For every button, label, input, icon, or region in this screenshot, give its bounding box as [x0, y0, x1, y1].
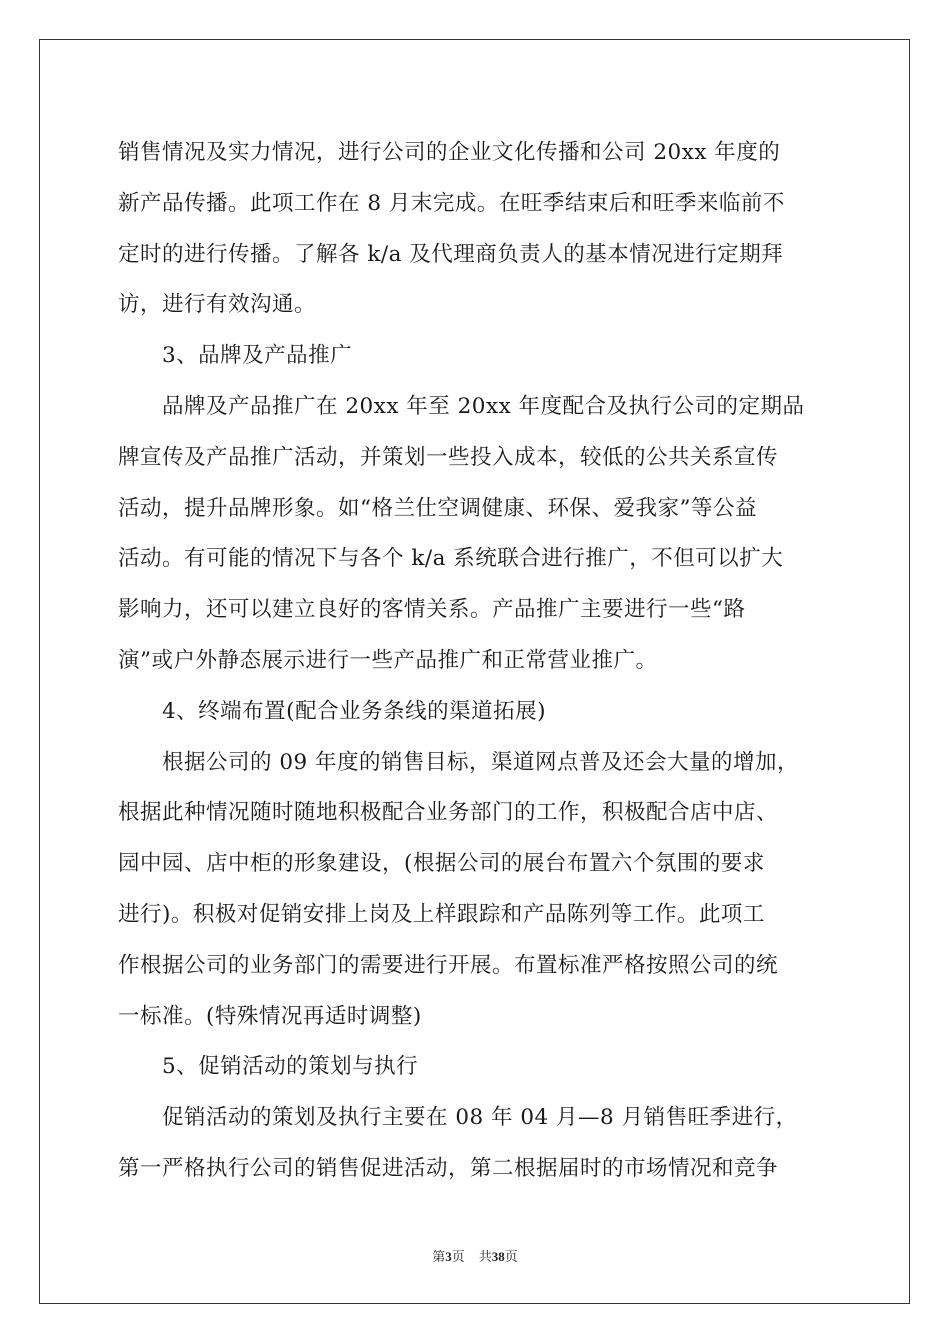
body-line: 第一严格执行公司的销售促进活动，第二根据届时的市场情况和竞争 [118, 1155, 779, 1181]
body-line: 促销活动的策划及执行主要在 08 年 04 月—8 月销售旺季进行， [162, 1105, 798, 1131]
document-body [118, 128, 838, 1195]
body-line: 销售情况及实力情况，进行公司的企业文化传播和公司 20xx 年度的 [118, 140, 781, 165]
current-page-number: 3 [445, 1249, 452, 1264]
body-line: 新产品传播。此项工作在 8 月末完成。在旺季结束后和旺季来临前不 [118, 190, 785, 216]
body-line: 演”或户外静态展示进行一些产品推广和正常营业推广。 [118, 647, 658, 673]
body-line: 牌宣传及产品推广活动，并策划一些投入成本，较低的公共关系宣传 [118, 444, 779, 470]
body-line: 品牌及产品推广在 20xx 年至 20xx 年度配合及执行公司的定期品 [162, 393, 805, 419]
page-unit: 页 [451, 1249, 465, 1264]
section-heading: 3、品牌及产品推广 [162, 343, 353, 369]
body-line: 园中园、店中柜的形象建设，(根据公司的展台布置六个氛围的要求 [118, 851, 765, 877]
body-line: 活动，提升品牌形象。如“格兰仕空调健康、环保、爱我家”等公益 [118, 495, 757, 521]
section-heading: 4、终端布置(配合业务条线的渠道拓展) [162, 698, 546, 724]
body-line: 一标准。(特殊情况再适时调整) [118, 1003, 422, 1029]
total-page-number: 38 [491, 1249, 505, 1264]
body-line: 根据此种情况随时随地积极配合业务部门的工作，积极配合店中店、 [118, 800, 779, 826]
section-heading: 5、促销活动的策划与执行 [162, 1054, 419, 1080]
body-line: 影响力，还可以建立良好的客情关系。产品推广主要进行一些“路 [118, 597, 746, 623]
body-line: 访，进行有效沟通。 [118, 292, 317, 318]
total-prefix: 共 [478, 1249, 492, 1264]
body-line: 作根据公司的业务部门的需要进行开展。布置标准严格按照公司的统 [118, 952, 779, 978]
body-line: 进行)。积极对促销安排上岗及上样跟踪和产品陈列等工作。此项工 [118, 901, 765, 927]
body-line: 活动。有可能的情况下与各个 k/a 系统联合进行推广，不但可以扩大 [118, 546, 784, 572]
body-line: 根据公司的 09 年度的销售目标，渠道网点普及还会大量的增加， [162, 749, 800, 775]
total-unit: 页 [504, 1249, 518, 1264]
page-footer [0, 1246, 950, 1265]
body-line: 定时的进行传播。了解各 k/a 及代理商负责人的基本情况进行定期拜 [118, 241, 784, 267]
page-prefix: 第 [432, 1249, 446, 1264]
